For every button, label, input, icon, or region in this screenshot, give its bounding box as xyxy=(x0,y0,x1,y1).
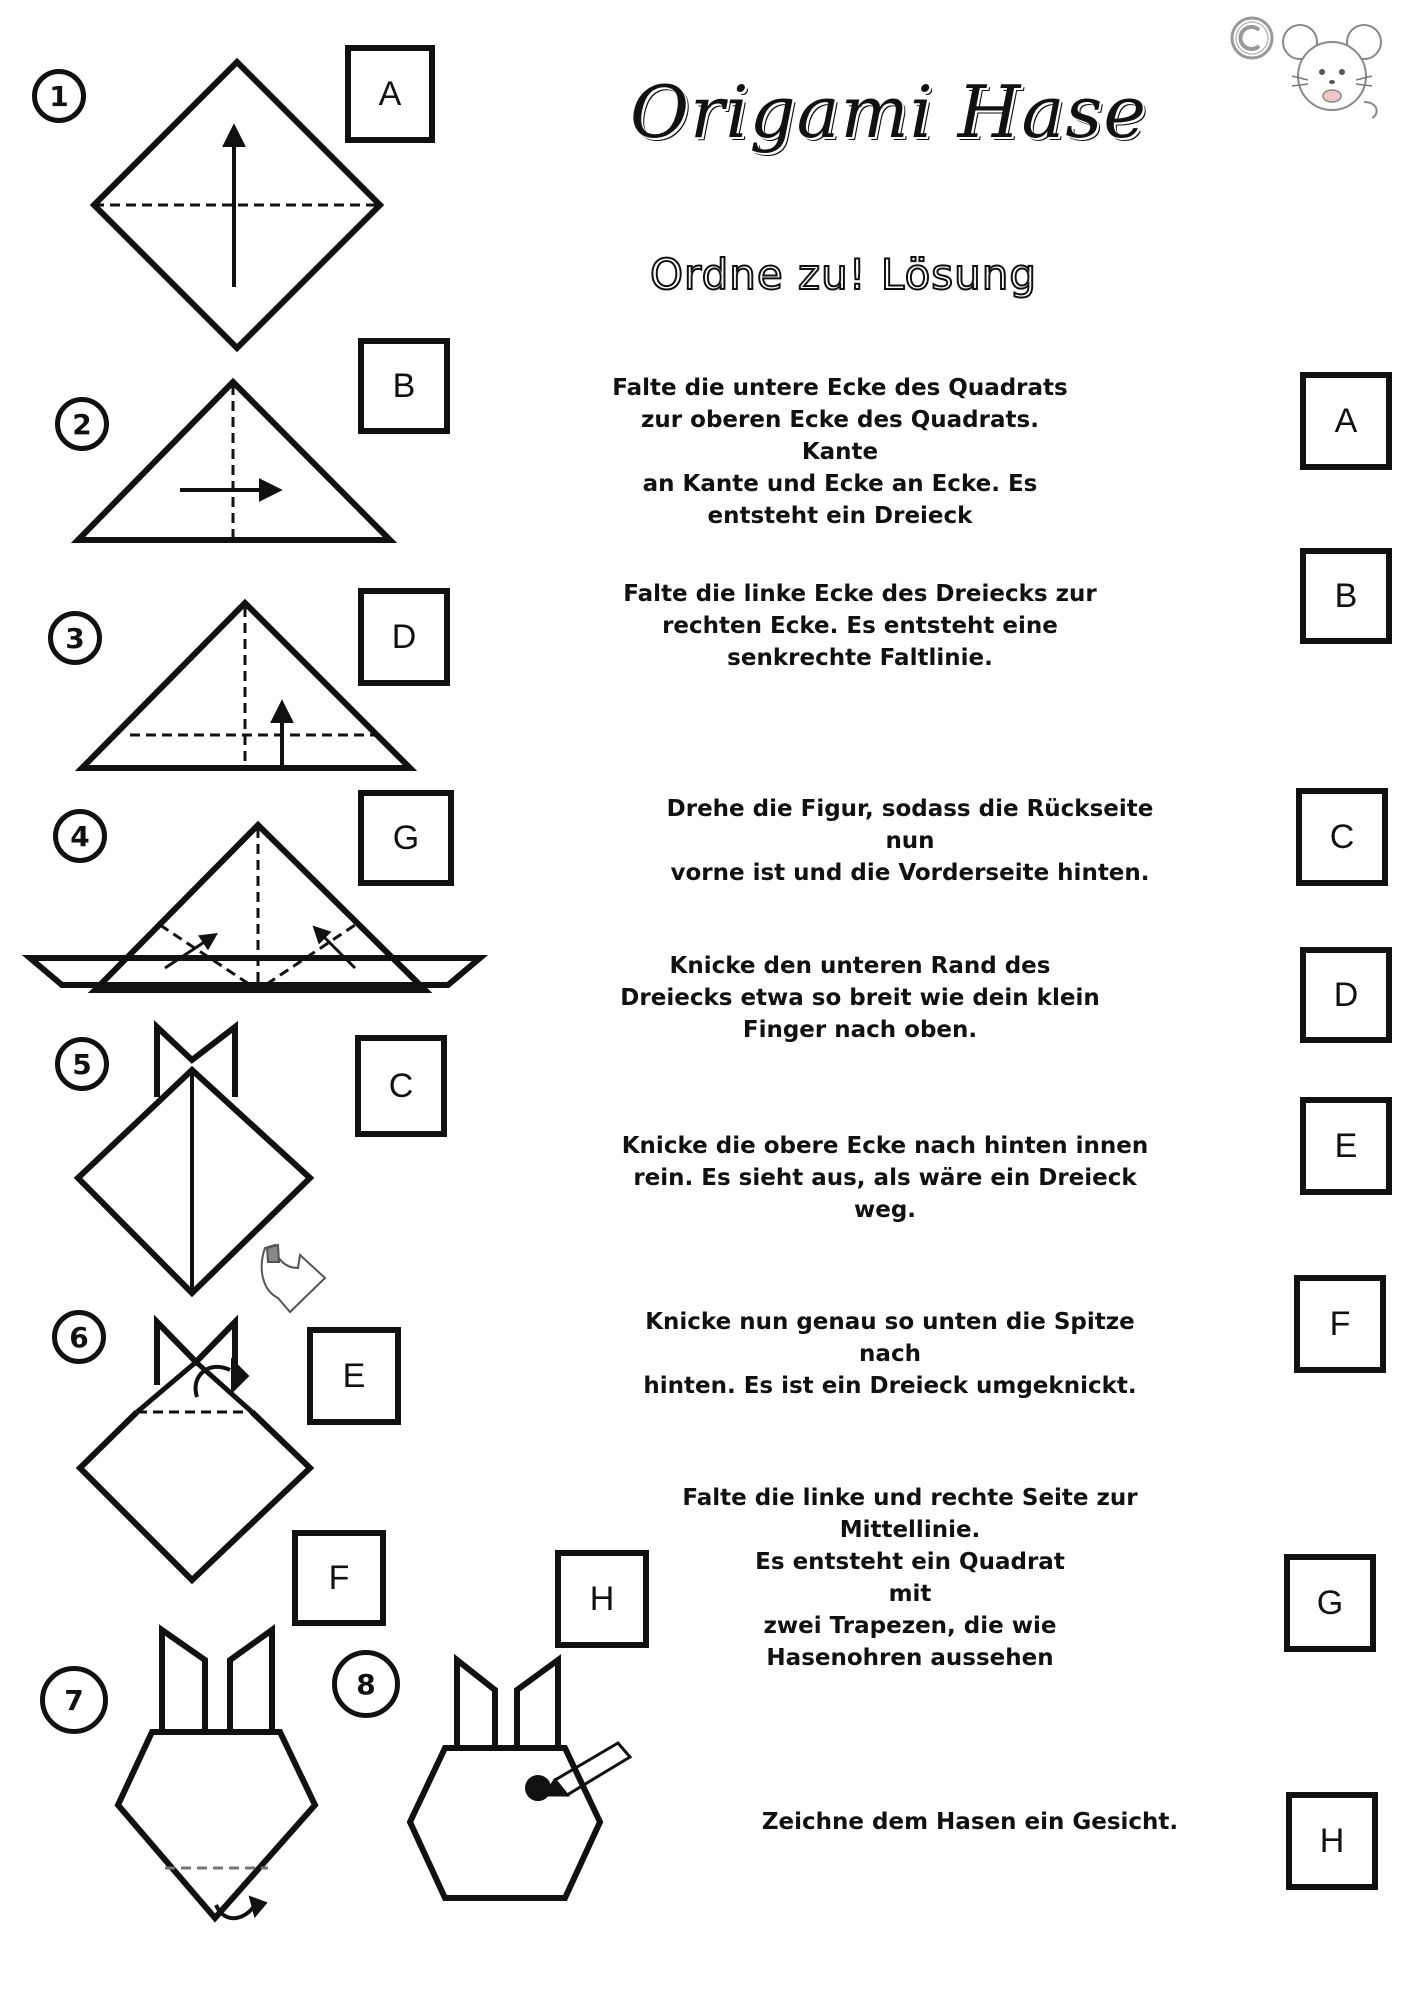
instruction-c: Drehe die Figur, sodass die Rückseite nun vorne ist und die Vorderseite hinten. xyxy=(666,796,1154,886)
page-title: Origami Hase xyxy=(630,70,1147,154)
step6-diagram xyxy=(80,1322,310,1580)
instruction-h: Zeichne dem Hasen ein Gesicht. xyxy=(761,1809,1179,1835)
instruction-f: Knicke nun genau so unten die Spitze nach hinten. Es ist ein Dreieck umgeknickt. xyxy=(643,1309,1137,1399)
step-answer-box-6: E xyxy=(307,1327,401,1425)
answer-box-g: G xyxy=(1284,1554,1376,1652)
step-answer-box-4: G xyxy=(358,790,454,886)
step8-diagram xyxy=(410,1660,630,1898)
answer-box-a: A xyxy=(1300,372,1392,470)
instruction-e: Knicke die obere Ecke nach hinten innen rein. Es sieht aus, als wäre ein Dreieck weg. xyxy=(621,1133,1149,1223)
step-number-5: 5 xyxy=(55,1037,109,1091)
step-number-6: 6 xyxy=(52,1310,106,1364)
step2-diagram xyxy=(78,382,390,540)
step-answer-box-3: D xyxy=(358,588,450,686)
step-number-3: 3 xyxy=(48,611,102,665)
mouse-logo-icon xyxy=(1278,14,1386,122)
answer-box-b: B xyxy=(1300,548,1392,644)
instruction-g: Falte die linke und rechte Seite zur Mittellinie. Es entsteht ein Quadrat mit zwei Trapezen, die wie Hasenohren aussehen xyxy=(682,1485,1138,1671)
step-answer-box-1: A xyxy=(345,45,435,143)
answer-box-f: F xyxy=(1294,1275,1386,1373)
copyright-icon xyxy=(1228,14,1276,62)
answer-box-e: E xyxy=(1300,1097,1392,1195)
step-number-8: 8 xyxy=(332,1650,400,1718)
page-subtitle: Ordne zu! Lösung xyxy=(650,250,1038,299)
turn-over-icon xyxy=(262,1245,325,1312)
instruction-a: Falte die untere Ecke des Quadrats zur oberen Ecke des Quadrats. Kante an Kante und Ecke an Ecke. Es entsteht ein Dreieck xyxy=(612,375,1068,529)
answer-box-c: C xyxy=(1296,788,1388,886)
answer-box-d: D xyxy=(1300,947,1392,1043)
answer-box-h: H xyxy=(1286,1792,1378,1890)
step-answer-box-8: H xyxy=(555,1550,649,1648)
instruction-d: Knicke den unteren Rand des Dreiecks etwa so breit wie dein klein Finger nach oben. xyxy=(620,953,1100,1043)
step-number-4: 4 xyxy=(53,809,107,863)
step7-diagram xyxy=(118,1630,315,1918)
step-answer-box-5: C xyxy=(355,1035,447,1137)
step-number-7: 7 xyxy=(40,1666,108,1734)
step-answer-box-2: B xyxy=(358,338,450,434)
instruction-b: Falte die linke Ecke des Dreiecks zur rechten Ecke. Es entsteht eine senkrechte Faltlinie. xyxy=(623,581,1097,671)
step-number-1: 1 xyxy=(32,69,86,123)
step1-diagram xyxy=(94,62,380,348)
step-answer-box-7: F xyxy=(292,1530,386,1626)
step-number-2: 2 xyxy=(55,397,109,451)
